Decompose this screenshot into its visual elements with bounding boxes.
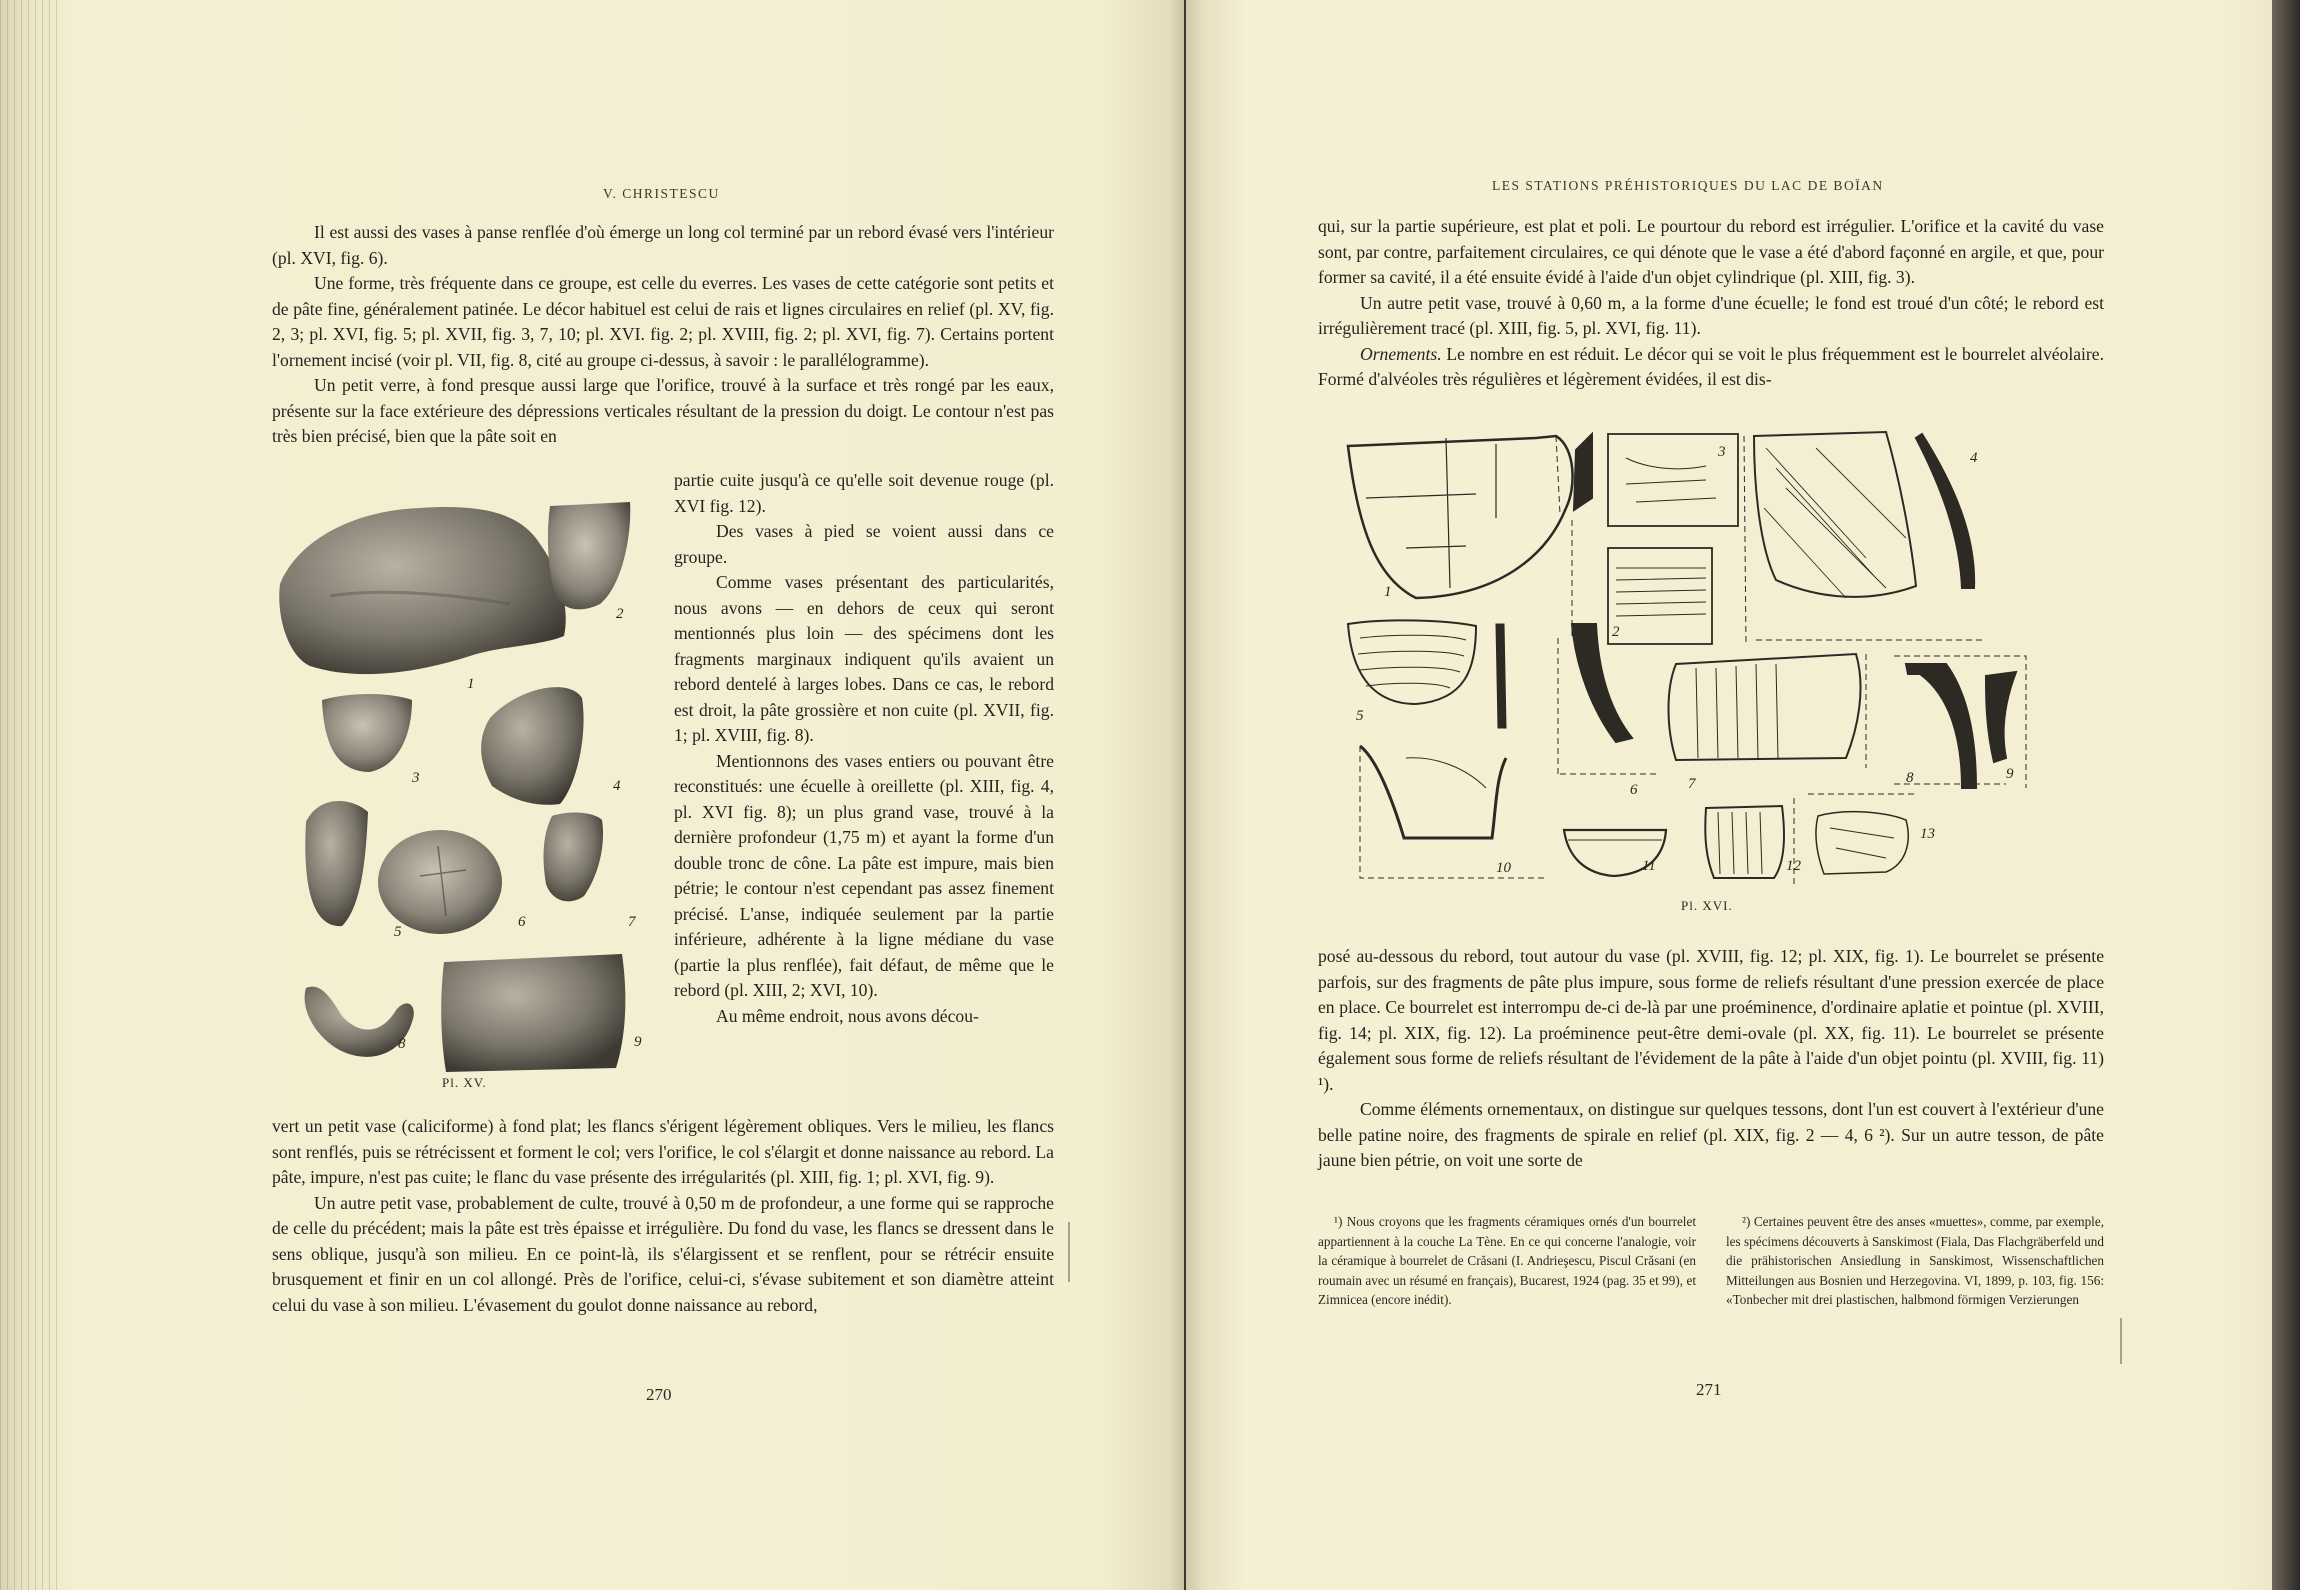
paragraph: Un autre petit vase, probablement de culte, trouvé à 0,50 m de profondeur, a une forme qui se rapproche de celle du précédent; mais la pâte est très épaisse et irrégulière. Du fond du vase, les flancs se dressent dans le sens oblique, jusqu'à son milieu. En ce point-là, ils s'élargissent et se renflent, pour se rétrécir ensuite brusquement et finir en un col allongé. Près de l'orifice, celui-ci, s'évase subitement et son diamètre atteint celui du vase à son milieu. L'évasement du goulot donne naissance au rebord, [272,1192,1054,1315]
pencil-mark [1068,1222,1070,1282]
drawing-7 [1669,654,1867,768]
sherd-2 [548,502,630,609]
fig-6-label: 6 [518,914,526,930]
fig-8-label: 8 [398,1036,406,1052]
plate-xvi-caption: Pl. XVI. [1681,898,1733,913]
right-text-bottom [1318,944,2104,1174]
sherd-5 [305,801,368,926]
paragraph: Mentionnons des vases entiers ou pouvant être reconstitués: une écuelle à oreillette (pl. XIII, fig. 4, pl. XVI fig. 8); un plus grand vase, trouvé à la dernière profondeur (1,75 m) et ayant la forme d'un double tronc de cône. La pâte est impure, mais bien pétrie; le contour n'est cependant pas assez finement précisé. L'anse, indiquée seulement par la partie inférieure, adhérente à la ligne médiane du vase (partie la plus renflée), fait défaut, de même que le rebord (pl. XIII, 2; XVI, 10). [674,750,1054,1000]
right-text-top [1318,214,2104,393]
fig-3-label: 3 [412,770,420,786]
running-head-right: LES STATIONS PRÉHISTORIQUES DU LAC DE BOÏAN [1492,178,1884,193]
fig-12-label: 12 [1786,858,1801,874]
fig-13-label: 13 [1920,826,1935,842]
left-text-column [674,468,1054,1029]
drawing-2 [1572,434,1746,646]
fig-7-label: 7 [1688,776,1696,792]
drawing-12 [1705,798,1794,884]
fig-9-label: 9 [2006,766,2014,782]
page-number-right: 271 [1696,1380,1722,1399]
fig-6-label: 6 [1630,782,1638,798]
fig-3-label: 3 [1718,444,1726,460]
fig-2-label: 2 [1612,624,1620,640]
fig-9-label: 9 [634,1034,642,1050]
paragraph: Au même endroit, nous avons décou- [716,1005,979,1026]
right-page [1186,0,2300,1590]
sherd-7 [544,813,604,902]
left-text-bottom [272,1114,1054,1318]
drawing-10 [1360,746,1546,878]
sherd-3 [322,694,412,772]
drawing-1 [1348,436,1573,598]
paragraph: Comme vases présentant des particularités, nous avons — en dehors de ceux qui seront mentionnés plus loin — des spécimens dont les fragments marginaux indiquent qu'ils avaient un rebord dentelé à larges lobes. Dans ce cas, le rebord est droit, la pâte grossière et non cuite (pl. XVII, fig. 1; pl. XVIII, fig. 8). [674,572,1054,745]
paragraph: Comme éléments ornementaux, on distingue sur quelques tessons, dont l'un est couvert à l'extérieur d'une belle patine noire, des fragments de spirale en relief (pl. XIX, fig. 2 — 4, 6 ²). Sur un autre tesson, de pâte jaune bien pétrie, on voit une sorte de [1318,1099,2104,1170]
pencil-mark [2120,1318,2122,1364]
ornements-text: Le nombre en est réduit. Le décor qui se voit le plus fréquemment est le bourrelet alvéolaire. Formé d'alvéoles très régulières et légèrement évidées, il est dis- [1318,343,2104,389]
paragraph: Un autre petit vase, trouvé à 0,60 m, a la forme d'une écuelle; le fond est troué d'un côté; le rebord est irrégulièrement tracé (pl. XIII, fig. 5, pl. XVI, fig. 11). [1318,292,2104,338]
plate-xv-caption: Pl. XV. [442,1075,487,1090]
fig-4-label: 4 [613,778,621,794]
page-number-left: 270 [646,1385,672,1404]
sherd-4 [481,687,583,805]
paragraph: Des vases à pied se voient aussi dans ce groupe. [674,521,1054,567]
drawing-4 [1754,432,1986,640]
sherd-1 [279,507,565,674]
fig-4-label: 4 [1970,450,1978,466]
drawing-6 [1558,624,1658,774]
fig-8-label: 8 [1906,770,1914,786]
paragraph: posé au-dessous du rebord, tout autour du vase (pl. XVIII, fig. 12; pl. XIX, fig. 1). Le bourrelet se présente parfois, sur des fragments de pâte plus impure, sous forme de reliefs résultant d'une pression exercée de place en place. Ce bourrelet est interrompu de-ci de-là par une proéminence, d'ordinaire aplatie et pointue (pl. XVIII, fig. 14; pl. XIX, fig. 12). La proéminence peut-être demi-ovale (pl. XX, fig. 11). Le bourrelet se présente également sous forme de reliefs résultant de l'évidement de la pâte à l'aide d'un objet pointu (pl. XVIII, fig. 11) ¹). [1318,946,2104,1094]
plate-xv-figure [270,496,670,1090]
paragraph [1318,342,2104,393]
fig-11-label: 11 [1642,858,1656,874]
sherd-9 [441,954,625,1072]
plate-xvi-figure [1346,428,2046,884]
paragraph: Un petit verre, à fond presque aussi large que l'orifice, trouvé à la surface et très rongé par les eaux, présente sur la face extérieure des dépressions verticales résultant de la pression du doigt. Le contour n'est pas très bien précisé, bien que la pâte soit en [272,375,1054,446]
sherd-6 [378,830,502,934]
page-edge-stack [0,0,60,1590]
paragraph: partie cuite jusqu'à ce qu'elle soit devenue rouge (pl. XVI fig. 12). [674,470,1054,516]
left-text-top [272,220,1054,450]
fig-1-label: 1 [1384,584,1392,600]
paragraph: Il est aussi des vases à panse renflée d'où émerge un long col terminé par un rebord évasé vers l'intérieur (pl. XVI, fig. 6). [272,222,1054,268]
running-head-left: V. CHRISTESCU [603,186,720,201]
plate-xvi-drawings [1346,428,2046,884]
footnote-2: ²) Certaines peuvent être des anses «muettes», comme, par exemple, les spécimens découverts à Sanskimost (Fiala, Das Flachgräberfeld und die prähistorischen Ansiedlung in Sanskimost, Wissenschaftlichen Mitteilungen aus Bosnien und Herzegovina. VI, 1899, p. 103, fig. 156: «Tonbecher mit drei plastischen, halbmond förmigen Verzierungen [1726,1214,2104,1308]
fig-5-label: 5 [394,924,402,940]
fig-2-label: 2 [616,606,624,622]
fig-1-label: 1 [467,676,475,692]
fig-5-label: 5 [1356,708,1364,724]
footnote-1: ¹) Nous croyons que les fragments céramiques ornés d'un bourrelet appartiennent à la couche La Tène. En ce qui concerne l'analogie, voir la céramique à bourrelet de Crăsani (I. Andrieşescu, Piscul Crăsani (en roumain avec un résumé en français), Bucarest, 1924 (pag. 35 et 99), et Zimnicea (encore inédit). [1318,1214,1696,1308]
paragraph: vert un petit vase (caliciforme) à fond plat; les flancs s'érigent légèrement obliques. Vers le milieu, les flancs sont renflés, puis se rétrécissent et forment le col; vers l'orifice, le col s'élargit et donne naissance au rebord. La pâte, impure, n'est pas cuite; le flanc du vase présente des irrégularités (pl. XIII, fig. 1; pl. XVI, fig. 9). [272,1116,1054,1187]
drawing-5 [1348,620,1506,728]
book-edge [2272,0,2300,1590]
plate-xv-sherds [270,496,670,1090]
paragraph: qui, sur la partie supérieure, est plat et poli. Le pourtour du rebord est irrégulier. L'orifice et la cavité du vase sont, par contre, parfaitement circulaires, ce qui dénote que le vase a été d'abord façonné en argile, et que, pour former sa cavité, il a été ensuite évidé à l'aide d'un objet cylindrique (pl. XIII, fig. 3). [1318,216,2104,287]
drawing-13 [1808,794,1916,874]
fig-10-label: 10 [1496,860,1511,876]
paragraph: Une forme, très fréquente dans ce groupe, est celle du everres. Les vases de cette catégorie sont petits et de pâte fine, généralement patinée. Le décor habituel est celui de rais et lignes circulaires en relief (pl. XV, fig. 2, 3; pl. XVI, fig. 5; pl. XVII, fig. 3, 7, 10; pl. XVI. fig. 2; pl. XVIII, fig. 2; pl. XVI, fig. 7). Certains portent l'ornement incisé (voir pl. VII, fig. 8, cité au groupe ci-dessus, à savoir : le parallélogramme). [272,273,1054,370]
ornements-heading: Ornements. [1360,343,1442,364]
fig-7-label: 7 [628,914,636,930]
